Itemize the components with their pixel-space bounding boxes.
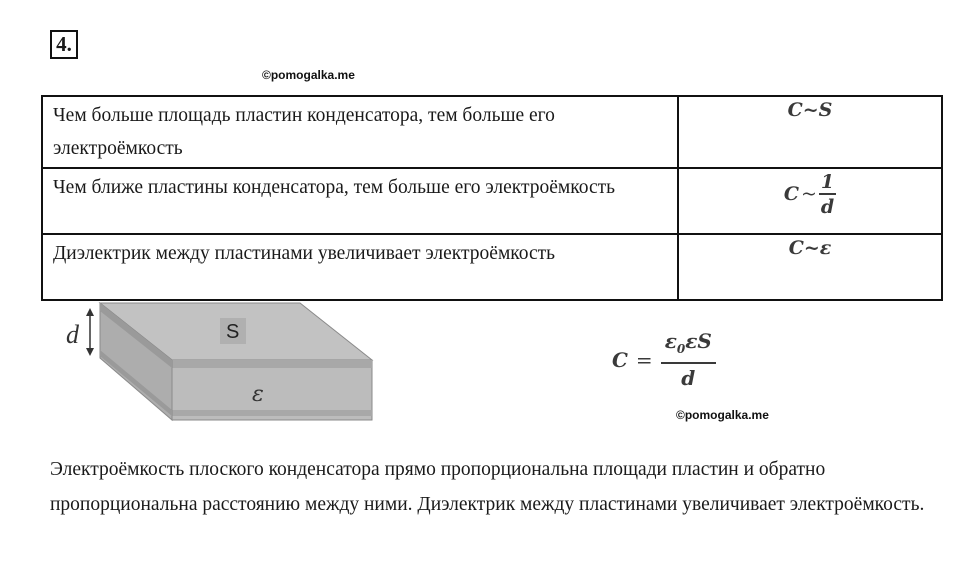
s-label: S — [226, 321, 240, 343]
row-3-formula: C~ε — [678, 234, 942, 300]
row-2-numerator: 1 — [820, 171, 835, 193]
formula-lhs: C — [612, 348, 628, 372]
capacitance-table — [41, 95, 943, 301]
summary-paragraph: Электроёмкость плоского конденсатора прямо пропорциональна площади пластин и обратно пропорциональна расстоянию между ними. Диэлектрик между пластинами увеличивает электроёмкость. — [50, 459, 925, 515]
formula-denominator: d — [681, 366, 696, 390]
row-2-text: Чем ближе пластины конденсатора, тем больше его электроёмкость — [42, 168, 678, 234]
formula-fraction — [661, 328, 716, 392]
row-2-formula: C ~ $\frac{1}{d}$ — [678, 168, 942, 234]
row-2-formula-left: C — [783, 183, 799, 205]
table-row — [42, 234, 942, 300]
d-arrow-head-top — [86, 308, 94, 316]
task-number: 4. — [50, 30, 78, 59]
epsilon-label: ε — [252, 382, 264, 407]
row-1-formula: C~S — [678, 96, 942, 168]
row-3-text: Диэлектрик между пластинами увеличивает электроёмкость — [42, 234, 678, 300]
table-row — [42, 168, 942, 234]
table-row — [42, 96, 942, 168]
capacitor-diagram — [60, 300, 380, 425]
row-2-fraction — [819, 171, 836, 219]
watermark-top: ©pomogalka.me — [262, 68, 355, 82]
d-arrow-head-bottom — [86, 348, 94, 356]
row-1-text: Чем больше площадь пластин конденсатора, тем больше его электроёмкость — [42, 96, 678, 168]
top-plate-edge — [172, 360, 372, 368]
d-label: d — [66, 320, 79, 349]
formula-numerator: $\varepsilon_0\varepsilon S$ — [661, 328, 716, 364]
bottom-plate-edge — [172, 410, 372, 416]
watermark-bottom: ©pomogalka.me — [676, 408, 769, 422]
row-2-denominator: d — [820, 196, 835, 218]
capacitance-formula: C = $\frac{\varepsilon_0\varepsilon S}{d}$ — [612, 328, 716, 392]
